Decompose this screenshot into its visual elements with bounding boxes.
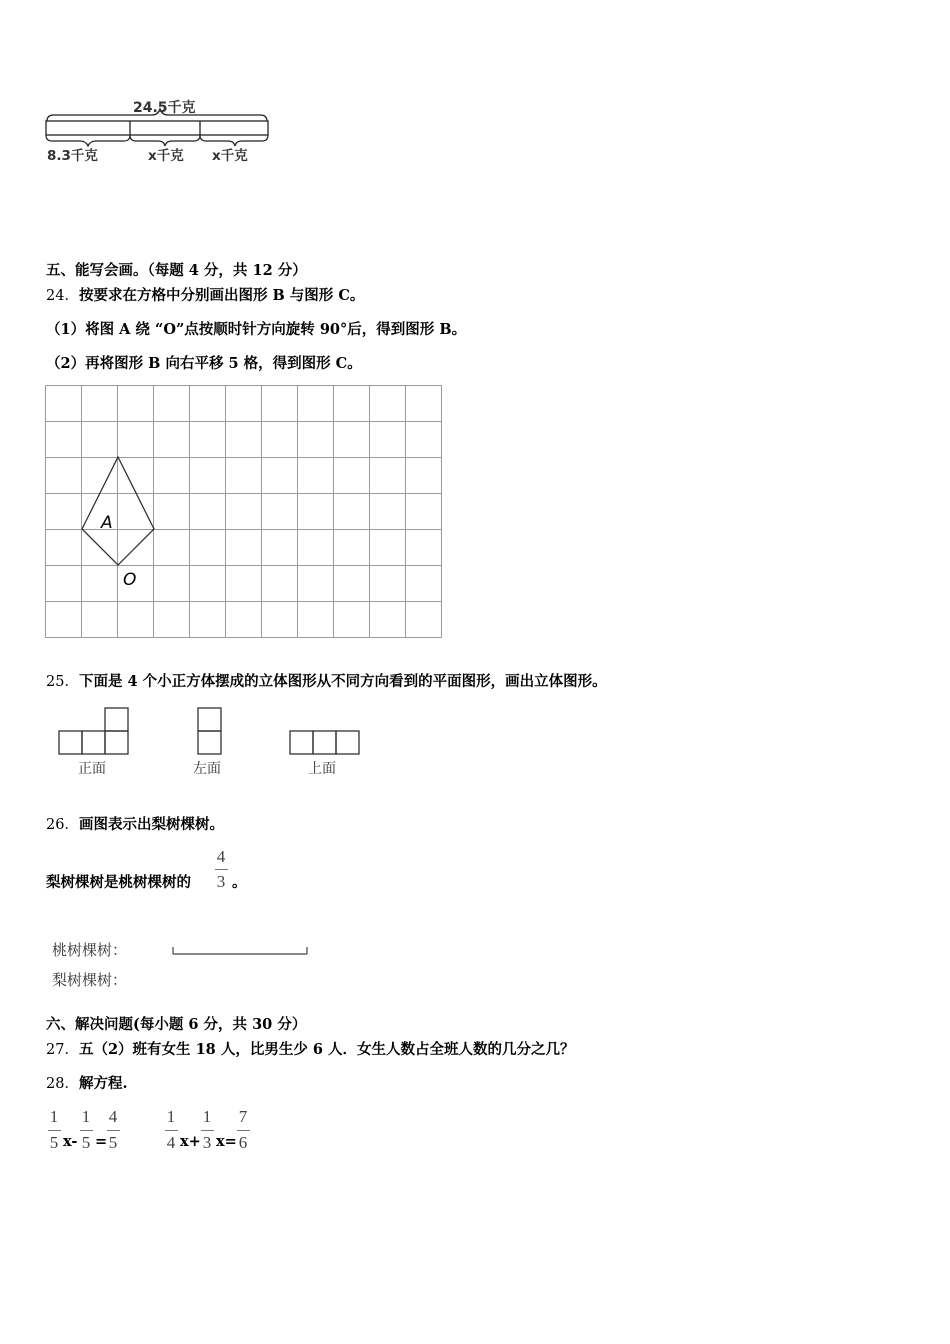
section6-heading: 六、解决问题(每小题 6 分，共 30 分） (46, 1016, 307, 1033)
q25-text: 下面是 4 个小正方体摆成的立体图形从不同方向看到的平面图形，画出立体图形。 (78, 673, 607, 690)
q26-number: 26． (46, 817, 79, 833)
eq2-b-den: 3 (202, 1133, 212, 1152)
eq1-b-den: 5 (81, 1133, 91, 1152)
q27-line (46, 1041, 575, 1059)
top-view (290, 731, 359, 754)
q26-sentence-before: 梨树棵树是桃树棵树的 (46, 874, 191, 891)
eq2-a-line (165, 1130, 178, 1131)
q26-frac-num: 4 (216, 847, 226, 866)
eq2-b-num: 1 (202, 1107, 212, 1126)
peach-segment (170, 944, 312, 958)
front-view (59, 708, 128, 754)
eq2-op1: x+ (180, 1133, 201, 1150)
q28-line (46, 1075, 128, 1093)
q27-number: 27． (46, 1042, 79, 1058)
eq1-b-num: 1 (81, 1107, 91, 1126)
eq1-a-den: 5 (49, 1133, 59, 1152)
q24-step2: （2）再将图形 B 向右平移 5 格，得到图形 C。 (46, 355, 362, 372)
eq2-c-line (237, 1130, 250, 1131)
q26-sentence-after: 。 (232, 874, 247, 891)
q26-line (46, 816, 224, 834)
eq1-c-num: 4 (108, 1107, 118, 1126)
q25-number: 25． (46, 674, 79, 690)
eq1-c-line (107, 1130, 120, 1131)
q28-number: 28． (46, 1076, 79, 1092)
part2-label: x千克 (148, 148, 184, 164)
label-a: A (101, 513, 113, 533)
label-o: O (123, 570, 137, 590)
left-view (198, 708, 221, 754)
view-label-top: 上面 (308, 761, 336, 777)
q24-number: 24． (46, 288, 79, 304)
eq2-b-line (201, 1130, 214, 1131)
eq1-c-den: 5 (108, 1133, 118, 1152)
q25-views (55, 703, 375, 758)
eq1-b-line (80, 1130, 93, 1131)
total-label: 24.5千克 (133, 100, 196, 116)
segment-bar (46, 121, 268, 135)
eq1-a-line (48, 1130, 61, 1131)
q24-line (46, 287, 364, 305)
q24-grid (45, 385, 445, 640)
part3-label: x千克 (212, 148, 248, 164)
q26-frac-line (215, 869, 228, 870)
view-label-front: 正面 (78, 761, 106, 777)
eq1-a-num: 1 (49, 1107, 59, 1126)
view-label-left: 左面 (193, 761, 221, 777)
eq2-op2: x= (216, 1133, 237, 1150)
section5-heading: 五、能写会画。（每题 4 分，共 12 分） (46, 262, 307, 279)
q26-frac-den: 3 (216, 872, 226, 891)
q24-text: 按要求在方格中分别画出图形 B 与图形 C。 (78, 287, 365, 304)
part1-label: 8.3千克 (47, 148, 98, 164)
eq2-a-num: 1 (166, 1107, 176, 1126)
eq2-a-den: 4 (166, 1133, 176, 1152)
eq1-op1: x- (63, 1133, 78, 1150)
eq2-c-den: 6 (238, 1133, 248, 1152)
q25-line (46, 673, 607, 691)
q24-step1: （1）将图 A 绕 “O”点按顺时针方向旋转 90°后，得到图形 B。 (46, 321, 467, 338)
eq1-op2: = (95, 1133, 108, 1150)
q26-text: 画图表示出梨树棵树。 (78, 816, 224, 833)
q28-text: 解方程. (78, 1075, 128, 1092)
q27-text: 五（2）班有女生 18 人，比男生少 6 人．女生人数占全班人数的几分之几？ (78, 1041, 575, 1058)
label-pear: 梨树棵树： (52, 971, 128, 989)
label-peach: 桃树棵树： (52, 941, 128, 959)
eq2-c-num: 7 (238, 1107, 248, 1126)
